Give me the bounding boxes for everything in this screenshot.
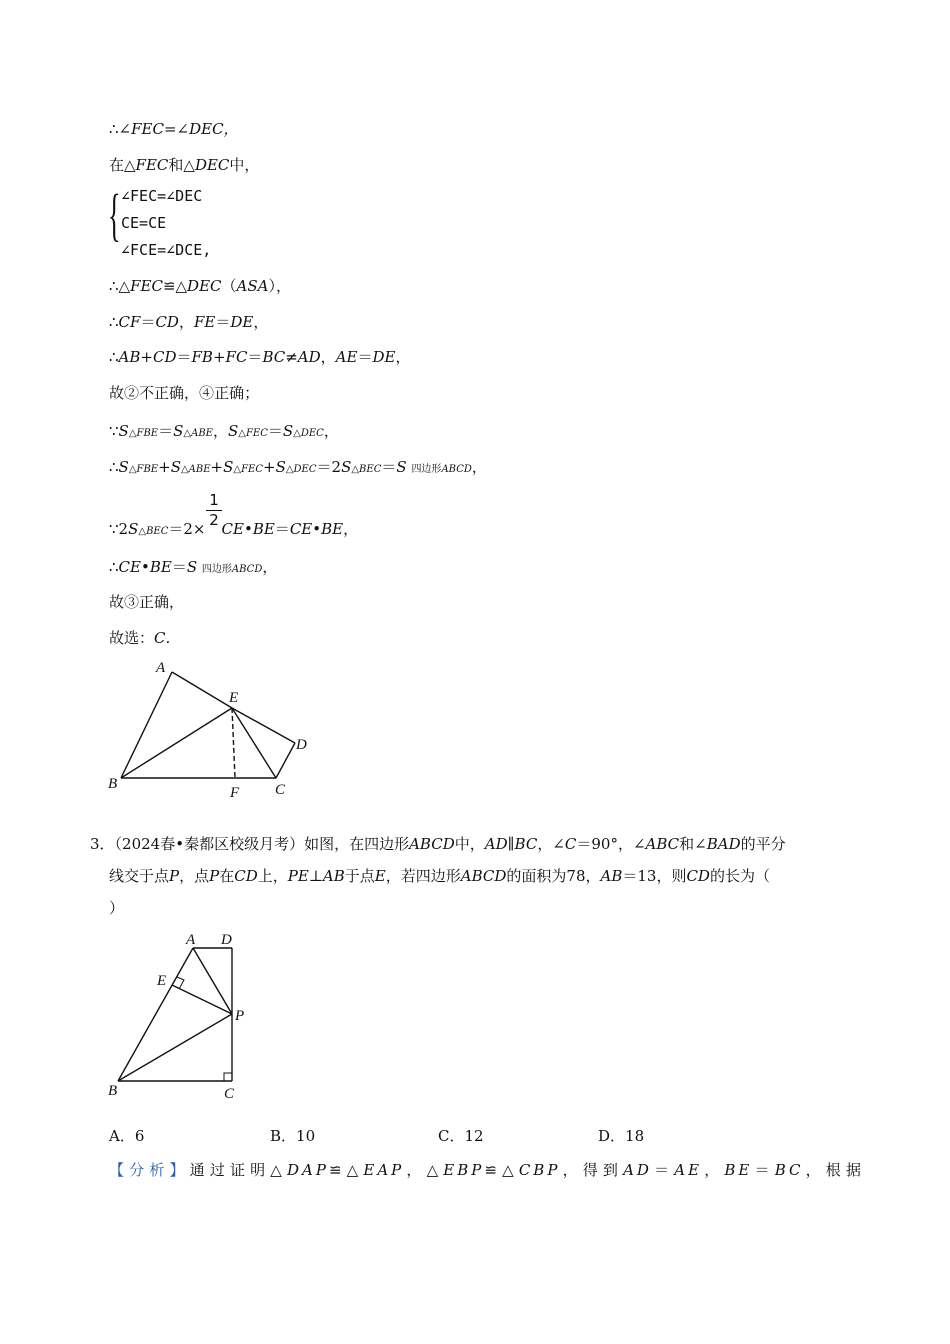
label-E: E: [157, 973, 167, 989]
option-b[interactable]: B．10: [270, 1127, 316, 1145]
question-3: [90, 828, 868, 924]
analysis-tag: 【分析】: [109, 1161, 190, 1179]
label-A: A: [156, 660, 166, 676]
solution-line-12: 故选：C.: [109, 629, 171, 647]
solution-line-4: ∴CF＝CD，FE＝DE，: [109, 313, 269, 331]
solution-line-3: ∴△FEC≌△DEC（ASA），: [109, 277, 291, 295]
analysis-line: 【分析】通过证明△DAP≌△EAP，△EBP≌△CBP，得到AD＝AE，BE＝BC，根据: [109, 1161, 864, 1179]
system-row-1: ∠FEC=∠DEC: [121, 187, 203, 205]
solution-line-5: ∴AB+CD＝FB+FC＝BC≠AD，AE＝DE，: [109, 348, 411, 366]
segment-AE: [172, 672, 232, 708]
label-F: F: [230, 785, 240, 801]
label-A: A: [186, 932, 196, 948]
solution-line-8: ∴S△FBE+S△ABE+S△FEC+S△DEC＝2S△BEC＝S 四边形ABCD，: [109, 458, 487, 476]
solution-line-6: 故②不正确，④正确；: [109, 384, 260, 402]
question-3-line-1: 3．（2024春•秦都区校级月考）如图，在四边形ABCD中，AD∥BC，∠C＝90°，∠ABC和∠BAD的平分: [90, 835, 786, 853]
label-D: D: [221, 932, 232, 948]
label-E: E: [229, 690, 239, 706]
option-a[interactable]: A．6: [109, 1127, 145, 1145]
fraction-denominator: 2: [209, 511, 219, 529]
question-3-line-3: ）: [109, 899, 125, 917]
right-angle-C: [224, 1073, 232, 1081]
segment-EC: [232, 708, 276, 778]
question-3-line-2: 线交于点P，点P在CD上，PE⊥AB于点E，若四边形ABCD的面积为78，AB＝13，则CD的长为（: [109, 867, 770, 885]
option-d[interactable]: D．18: [598, 1127, 645, 1145]
fraction-numerator: 1: [209, 491, 219, 509]
solution-line-7: ∵S△FBE＝S△ABE，S△FEC＝S△DEC，: [109, 422, 339, 440]
segment-BP: [118, 1014, 232, 1081]
system-brace: {: [108, 182, 121, 247]
segment-ED: [232, 708, 295, 743]
solution-line-1: ∴∠FEC=∠DEC，: [109, 120, 239, 138]
option-c[interactable]: C．12: [438, 1127, 484, 1145]
label-B: B: [108, 1083, 118, 1099]
label-C: C: [275, 782, 286, 798]
solution-line-9: ∵2S△BEC＝2× CE•BE＝CE•BE，: [109, 520, 359, 538]
figure-2-quadrilateral: [100, 928, 260, 1103]
label-C: C: [224, 1086, 235, 1102]
solution-line-2: 在△FEC和△DEC中，: [109, 156, 260, 174]
label-D: D: [296, 737, 307, 753]
solution-line-11: 故③正确，: [109, 593, 185, 611]
system-row-3: ∠FCE=∠DCE,: [121, 241, 212, 259]
system-row-2: CE=CE: [121, 214, 167, 232]
segment-DC: [276, 743, 295, 778]
figure-1-quadrilateral: [100, 652, 330, 802]
solution-line-10: ∴CE•BE＝S 四边形ABCD，: [109, 558, 278, 576]
label-P: P: [235, 1008, 245, 1024]
label-B: B: [108, 776, 118, 792]
segment-EF-dashed: [232, 708, 235, 778]
segment-AB: [118, 948, 193, 1081]
